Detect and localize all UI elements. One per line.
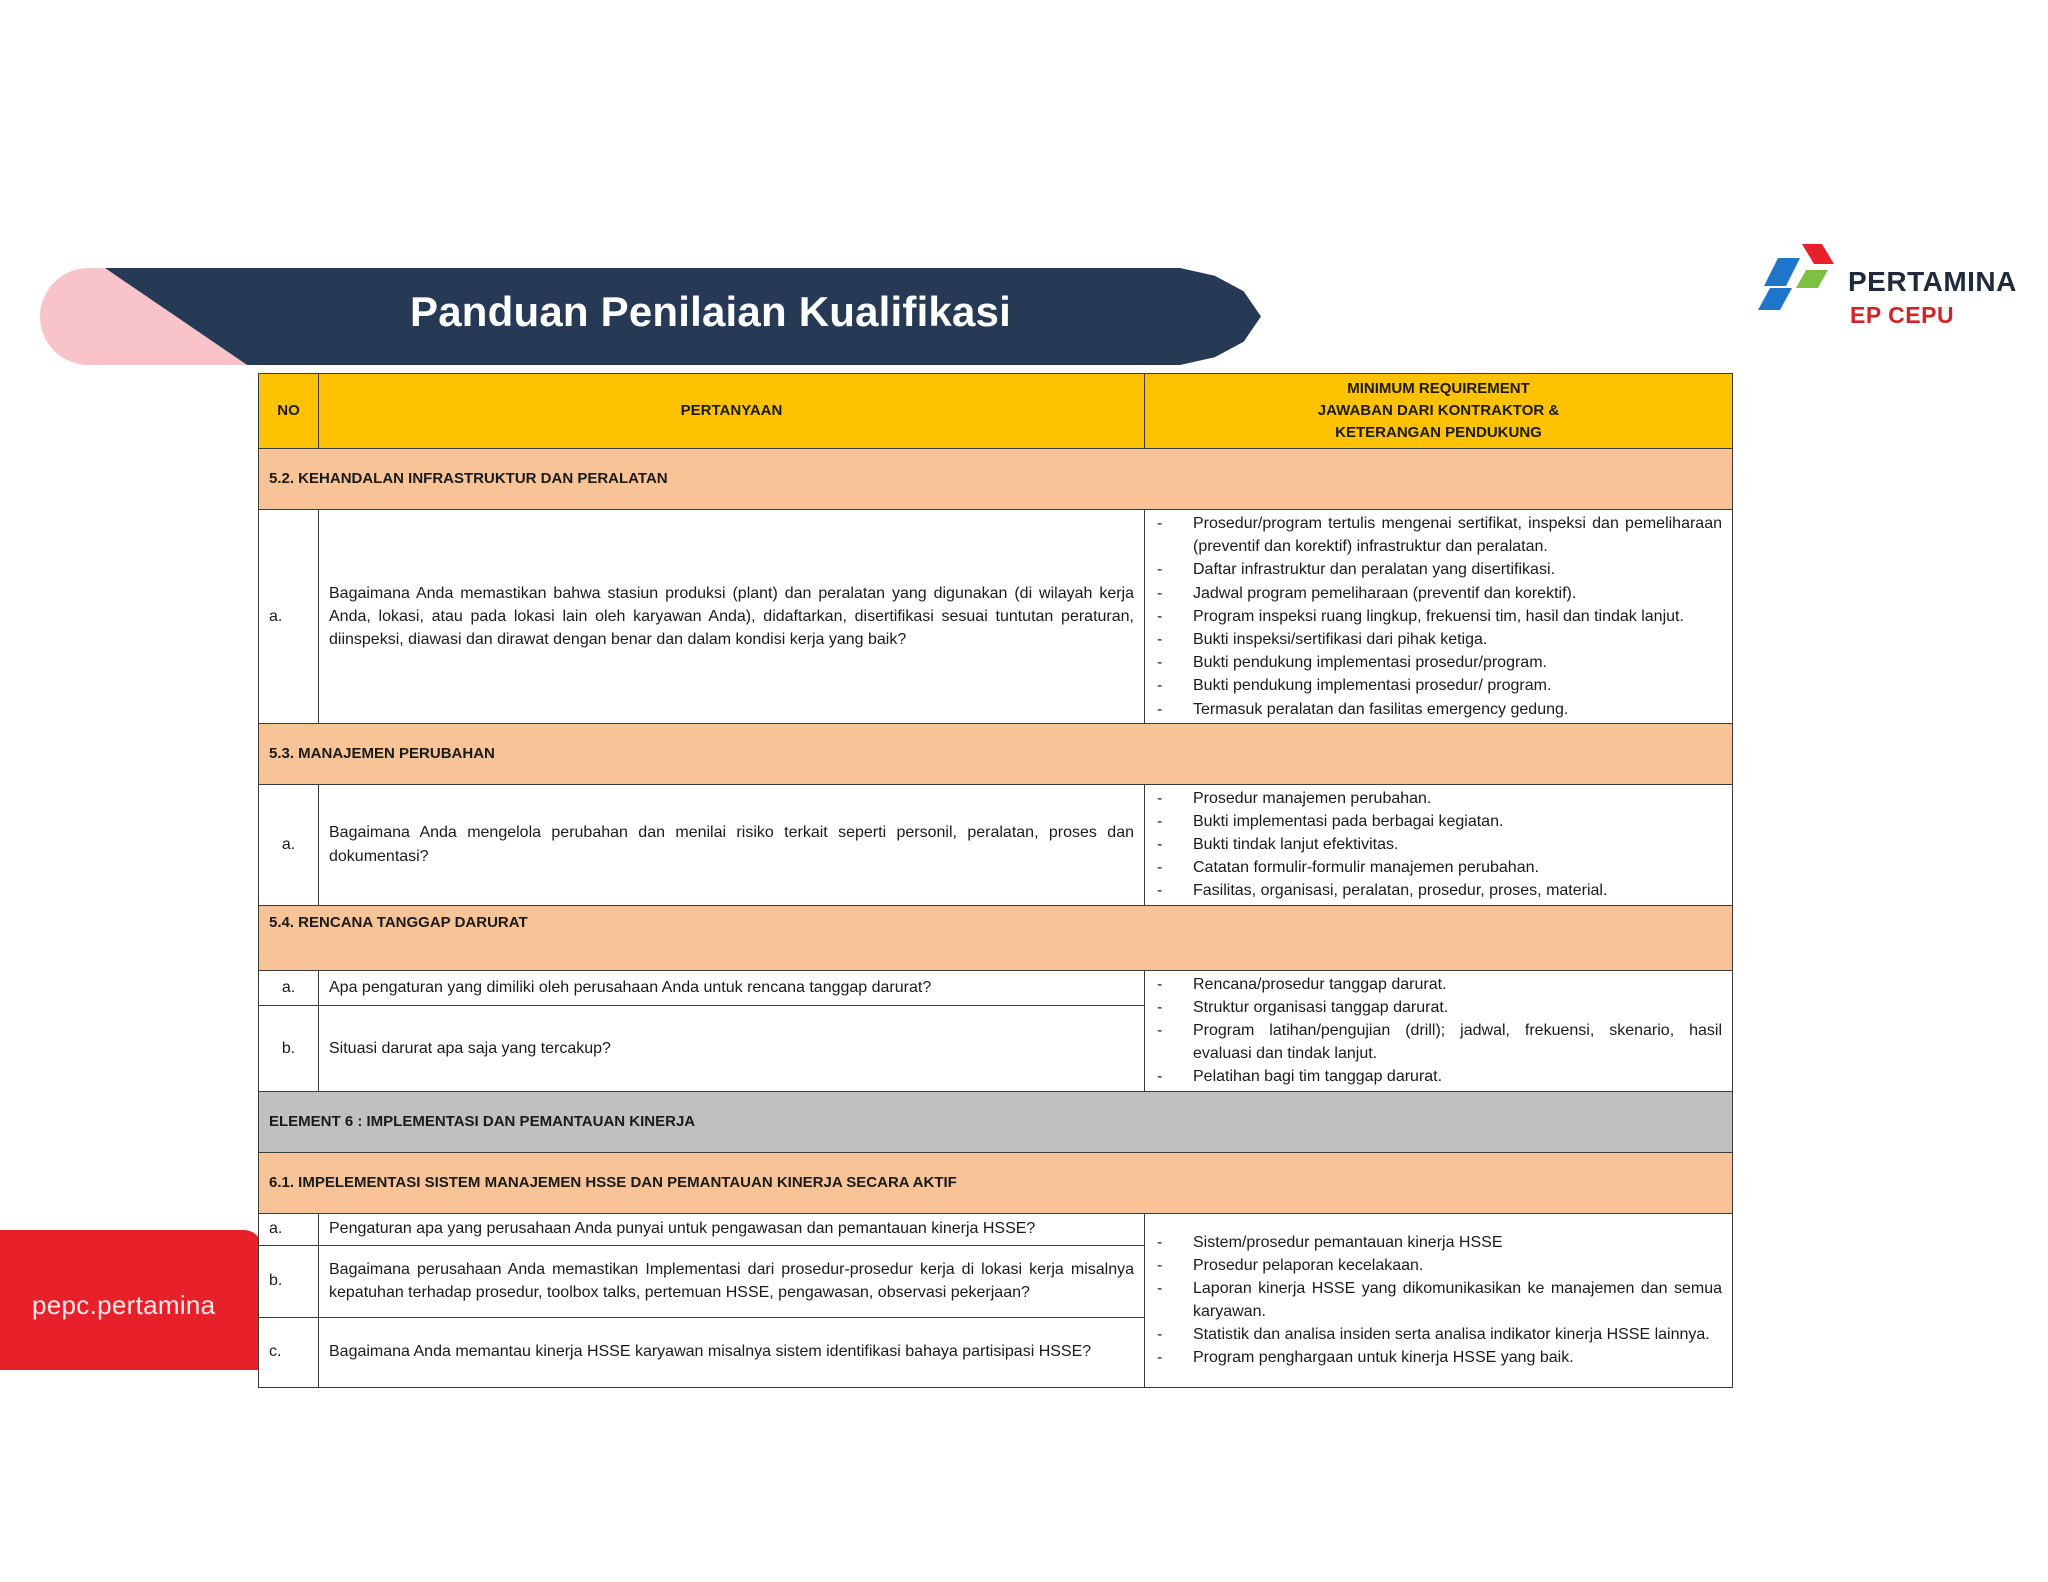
list-item: - Struktur organisasi tanggap darurat. bbox=[1155, 996, 1722, 1019]
row-number: a. bbox=[259, 970, 319, 1005]
header-req-line2: JAWABAN DARI KONTRAKTOR & bbox=[1317, 402, 1560, 420]
list-item: - Prosedur manajemen perubahan. bbox=[1155, 787, 1722, 810]
list-item: - Daftar infrastruktur dan peralatan yang disertifikasi. bbox=[1155, 558, 1722, 581]
requirement-list bbox=[1155, 512, 1722, 721]
row-number: b. bbox=[259, 1005, 319, 1091]
qualification-table-container bbox=[258, 373, 1732, 1388]
logo-name: PERTAMINA bbox=[1848, 266, 2017, 297]
requirement-list bbox=[1155, 787, 1722, 903]
header-req-line1: MINIMUM REQUIREMENT bbox=[1347, 380, 1530, 398]
row-number: a. bbox=[259, 784, 319, 905]
list-item: - Program inspeksi ruang lingkup, frekuensi tim, hasil dan tindak lanjut. bbox=[1155, 605, 1722, 628]
section-row-5-4 bbox=[259, 905, 1733, 970]
list-item: - Laporan kinerja HSSE yang dikomunikasikan ke manajemen dan semua karyawan. bbox=[1155, 1277, 1722, 1323]
row-number: b. bbox=[259, 1245, 319, 1317]
pertamina-logo-icon bbox=[1756, 244, 1838, 310]
page-title: Panduan Penilaian Kualifikasi bbox=[410, 288, 1011, 335]
requirement-cell bbox=[1145, 510, 1733, 724]
element-title: ELEMENT 6 : IMPLEMENTASI DAN PEMANTAUAN KINERJA bbox=[259, 1091, 1733, 1152]
requirement-list bbox=[1155, 973, 1722, 1089]
section-row-5-3 bbox=[259, 723, 1733, 784]
section-title: 5.4. RENCANA TANGGAP DARURAT bbox=[259, 905, 1733, 970]
list-item: - Sistem/prosedur pemantauan kinerja HSSE bbox=[1155, 1231, 1722, 1254]
requirement-cell bbox=[1145, 970, 1733, 1091]
requirement-cell bbox=[1145, 784, 1733, 905]
question-text: Pengaturan apa yang perusahaan Anda punyai untuk pengawasan dan pemantauan kinerja HSSE? bbox=[319, 1213, 1145, 1245]
qualification-table bbox=[258, 373, 1733, 1388]
section-row-6-1 bbox=[259, 1152, 1733, 1213]
list-item: - Fasilitas, organisasi, peralatan, prosedur, proses, material. bbox=[1155, 879, 1722, 902]
header-question: PERTANYAAN bbox=[319, 374, 1145, 449]
question-text: Bagaimana perusahaan Anda memastikan Implementasi dari prosedur-prosedur kerja di lokasi kerja misalnya kepatuhan terhadap prosedur, toolbox talks, pertemuan HSSE, pengawasan, observasi pekerjaan? bbox=[319, 1245, 1145, 1317]
list-item: - Rencana/prosedur tanggap darurat. bbox=[1155, 973, 1722, 996]
question-text: Apa pengaturan yang dimiliki oleh perusahaan Anda untuk rencana tanggap darurat? bbox=[319, 970, 1145, 1005]
list-item: - Program penghargaan untuk kinerja HSSE yang baik. bbox=[1155, 1346, 1722, 1369]
requirement-cell bbox=[1145, 1213, 1733, 1387]
list-item: - Bukti pendukung implementasi prosedur/ program. bbox=[1155, 674, 1722, 697]
row-number: c. bbox=[259, 1317, 319, 1387]
list-item: - Statistik dan analisa insiden serta analisa indikator kinerja HSSE lainnya. bbox=[1155, 1323, 1722, 1346]
list-item: - Jadwal program pemeliharaan (preventif dan korektif). bbox=[1155, 582, 1722, 605]
header-no: NO bbox=[259, 374, 319, 449]
list-item: - Program latihan/pengujian (drill); jadwal, frekuensi, skenario, hasil evaluasi dan tindak lanjut. bbox=[1155, 1019, 1722, 1065]
logo-subtitle: EP CEPU bbox=[1850, 302, 1955, 328]
list-item: - Prosedur/program tertulis mengenai sertifikat, inspeksi dan pemeliharaan (preventif dan korektif) infrastruktur dan peralatan. bbox=[1155, 512, 1722, 558]
list-item: - Prosedur pelaporan kecelakaan. bbox=[1155, 1254, 1722, 1277]
element-row-6 bbox=[259, 1091, 1733, 1152]
row-number: a. bbox=[259, 1213, 319, 1245]
section-title: 5.3. MANAJEMEN PERUBAHAN bbox=[259, 723, 1733, 784]
question-text: Bagaimana Anda memantau kinerja HSSE karyawan misalnya sistem identifikasi bahaya partisipasi HSSE? bbox=[319, 1317, 1145, 1387]
section-title: 5.2. KEHANDALAN INFRASTRUKTUR DAN PERALATAN bbox=[259, 449, 1733, 510]
list-item: - Catatan formulir-formulir manajemen perubahan. bbox=[1155, 856, 1722, 879]
table-row bbox=[259, 510, 1733, 724]
watermark-text: pepc.pertamina bbox=[32, 1290, 216, 1320]
list-item: - Termasuk peralatan dan fasilitas emergency gedung. bbox=[1155, 698, 1722, 721]
section-title: 6.1. IMPELEMENTASI SISTEM MANAJEMEN HSSE DAN PEMANTAUAN KINERJA SECARA AKTIF bbox=[259, 1152, 1733, 1213]
section-row-5-2 bbox=[259, 449, 1733, 510]
list-item: - Pelatihan bagi tim tanggap darurat. bbox=[1155, 1065, 1722, 1088]
table-row bbox=[259, 784, 1733, 905]
question-text: Situasi darurat apa saja yang tercakup? bbox=[319, 1005, 1145, 1091]
list-item: - Bukti tindak lanjut efektivitas. bbox=[1155, 833, 1722, 856]
question-text: Bagaimana Anda mengelola perubahan dan menilai risiko terkait seperti personil, peralatan, proses dan dokumentasi? bbox=[319, 784, 1145, 905]
list-item: - Bukti pendukung implementasi prosedur/program. bbox=[1155, 651, 1722, 674]
list-item: - Bukti implementasi pada berbagai kegiatan. bbox=[1155, 810, 1722, 833]
question-text: Bagaimana Anda memastikan bahwa stasiun produksi (plant) dan peralatan yang digunakan (di wilayah kerja Anda, lokasi, atau pada lokasi lain oleh karyawan Anda), didaftarkan, disertifikasi sesuai tuntutan peraturan, diinspeksi, diawasi dan dirawat dengan benar dan dalam kondisi kerja yang baik? bbox=[319, 510, 1145, 724]
table-row bbox=[259, 970, 1733, 1005]
header-requirement bbox=[1145, 374, 1733, 449]
table-header-row bbox=[259, 374, 1733, 449]
header-req-line3: KETERANGAN PENDUKUNG bbox=[1335, 423, 1542, 441]
requirement-list bbox=[1155, 1231, 1722, 1370]
row-number: a. bbox=[259, 510, 319, 724]
table-row bbox=[259, 1213, 1733, 1245]
list-item: - Bukti inspeksi/sertifikasi dari pihak ketiga. bbox=[1155, 628, 1722, 651]
